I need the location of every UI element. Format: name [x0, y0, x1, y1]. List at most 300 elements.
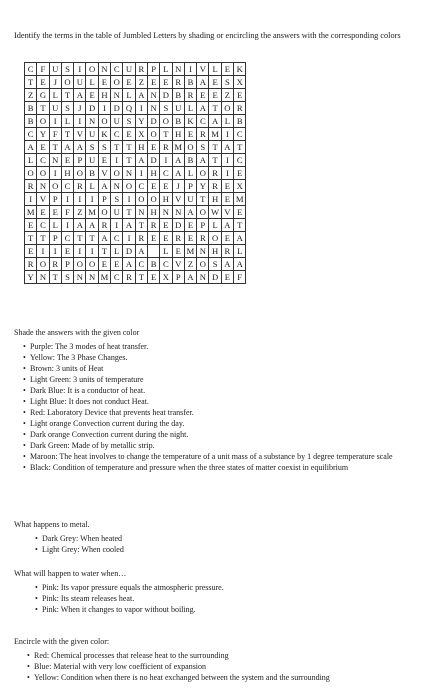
grid-cell[interactable]: E: [221, 271, 233, 284]
grid-cell[interactable]: I: [49, 167, 61, 180]
grid-cell[interactable]: U: [86, 154, 98, 167]
grid-cell[interactable]: X: [234, 180, 246, 193]
grid-cell[interactable]: C: [135, 258, 147, 271]
grid-cell[interactable]: L: [61, 115, 73, 128]
grid-cell[interactable]: E: [221, 232, 233, 245]
grid-cell[interactable]: R: [98, 219, 110, 232]
grid-cell[interactable]: P: [61, 258, 73, 271]
grid-cell[interactable]: R: [172, 232, 184, 245]
grid-cell[interactable]: T: [135, 271, 147, 284]
grid-cell[interactable]: B: [184, 76, 196, 89]
grid-cell[interactable]: O: [197, 206, 209, 219]
grid-cell[interactable]: M: [86, 206, 98, 219]
grid-cell[interactable]: O: [74, 167, 86, 180]
grid-cell[interactable]: O: [147, 193, 159, 206]
grid-cell[interactable]: C: [25, 128, 37, 141]
grid-cell[interactable]: E: [209, 89, 221, 102]
grid-cell[interactable]: C: [61, 232, 73, 245]
grid-cell[interactable]: S: [123, 115, 135, 128]
grid-cell[interactable]: E: [234, 89, 246, 102]
grid-cell[interactable]: L: [160, 245, 172, 258]
grid-cell[interactable]: R: [234, 102, 246, 115]
grid-cell[interactable]: F: [49, 128, 61, 141]
grid-cell[interactable]: E: [98, 258, 110, 271]
grid-cell[interactable]: I: [111, 154, 123, 167]
grid-cell[interactable]: R: [135, 63, 147, 76]
grid-cell[interactable]: E: [160, 232, 172, 245]
grid-cell[interactable]: D: [147, 154, 159, 167]
grid-cell[interactable]: O: [111, 167, 123, 180]
grid-cell[interactable]: S: [111, 193, 123, 206]
grid-cell[interactable]: Z: [184, 258, 196, 271]
grid-cell[interactable]: P: [197, 219, 209, 232]
grid-cell[interactable]: R: [184, 89, 196, 102]
grid-cell[interactable]: T: [37, 102, 49, 115]
grid-cell[interactable]: B: [86, 167, 98, 180]
grid-cell[interactable]: M: [234, 193, 246, 206]
grid-cell[interactable]: A: [135, 245, 147, 258]
grid-cell[interactable]: N: [147, 102, 159, 115]
grid-cell[interactable]: E: [49, 206, 61, 219]
grid-cell[interactable]: J: [74, 102, 86, 115]
grid-cell[interactable]: R: [25, 180, 37, 193]
grid-cell[interactable]: N: [86, 271, 98, 284]
grid-cell[interactable]: V: [74, 128, 86, 141]
grid-cell[interactable]: O: [25, 167, 37, 180]
grid-cell[interactable]: E: [37, 206, 49, 219]
grid-cell[interactable]: O: [98, 206, 110, 219]
grid-cell[interactable]: Z: [135, 76, 147, 89]
grid-cell[interactable]: A: [197, 102, 209, 115]
grid-cell[interactable]: U: [172, 102, 184, 115]
grid-cell[interactable]: I: [123, 193, 135, 206]
grid-cell[interactable]: N: [86, 115, 98, 128]
grid-cell[interactable]: L: [184, 167, 196, 180]
grid-cell[interactable]: T: [234, 141, 246, 154]
grid-cell[interactable]: C: [111, 271, 123, 284]
grid-cell[interactable]: T: [135, 219, 147, 232]
grid-cell[interactable]: T: [209, 154, 221, 167]
grid-cell[interactable]: L: [209, 219, 221, 232]
grid-cell[interactable]: G: [37, 89, 49, 102]
grid-cell[interactable]: I: [74, 193, 86, 206]
grid-cell[interactable]: E: [160, 219, 172, 232]
grid-cell[interactable]: D: [147, 115, 159, 128]
grid-cell[interactable]: O: [111, 76, 123, 89]
grid-cell[interactable]: N: [197, 271, 209, 284]
grid-cell[interactable]: T: [209, 141, 221, 154]
grid-cell[interactable]: I: [37, 245, 49, 258]
grid-cell[interactable]: P: [49, 232, 61, 245]
grid-cell[interactable]: D: [86, 102, 98, 115]
grid-cell[interactable]: T: [25, 76, 37, 89]
grid-cell[interactable]: H: [209, 193, 221, 206]
grid-cell[interactable]: E: [184, 232, 196, 245]
grid-cell[interactable]: S: [61, 102, 73, 115]
grid-cell[interactable]: M: [172, 141, 184, 154]
grid-cell[interactable]: N: [147, 89, 159, 102]
grid-cell[interactable]: P: [98, 193, 110, 206]
grid-cell[interactable]: Y: [135, 115, 147, 128]
grid-cell[interactable]: A: [123, 219, 135, 232]
grid-cell[interactable]: B: [184, 154, 196, 167]
grid-cell[interactable]: R: [160, 141, 172, 154]
grid-cell[interactable]: A: [184, 206, 196, 219]
grid-cell[interactable]: X: [160, 271, 172, 284]
grid-cell[interactable]: I: [184, 63, 196, 76]
grid-cell[interactable]: H: [209, 245, 221, 258]
grid-cell[interactable]: L: [160, 63, 172, 76]
grid-cell[interactable]: E: [61, 245, 73, 258]
grid-cell[interactable]: J: [49, 76, 61, 89]
grid-cell[interactable]: T: [111, 141, 123, 154]
grid-cell[interactable]: N: [111, 180, 123, 193]
grid-cell[interactable]: I: [98, 102, 110, 115]
grid-cell[interactable]: A: [234, 258, 246, 271]
grid-cell[interactable]: A: [98, 180, 110, 193]
grid-cell[interactable]: N: [74, 271, 86, 284]
grid-cell[interactable]: C: [61, 180, 73, 193]
grid-cell[interactable]: B: [25, 102, 37, 115]
grid-cell[interactable]: Z: [25, 89, 37, 102]
grid-cell[interactable]: N: [160, 206, 172, 219]
grid-cell[interactable]: S: [209, 258, 221, 271]
grid-cell[interactable]: A: [197, 154, 209, 167]
grid-cell[interactable]: C: [160, 258, 172, 271]
grid-cell[interactable]: E: [111, 258, 123, 271]
grid-cell[interactable]: B: [172, 89, 184, 102]
grid-cell[interactable]: E: [147, 232, 159, 245]
grid-cell[interactable]: Z: [74, 206, 86, 219]
grid-cell[interactable]: N: [123, 167, 135, 180]
grid-cell[interactable]: V: [172, 193, 184, 206]
grid-cell[interactable]: I: [61, 193, 73, 206]
grid-cell[interactable]: T: [86, 232, 98, 245]
grid-cell[interactable]: O: [221, 102, 233, 115]
grid-cell[interactable]: E: [147, 271, 159, 284]
grid-cell[interactable]: L: [111, 245, 123, 258]
grid-cell[interactable]: I: [221, 167, 233, 180]
grid-cell[interactable]: I: [86, 193, 98, 206]
grid-cell[interactable]: Y: [25, 271, 37, 284]
grid-cell[interactable]: O: [209, 232, 221, 245]
grid-cell[interactable]: C: [111, 232, 123, 245]
grid-cell[interactable]: T: [160, 128, 172, 141]
grid-cell[interactable]: O: [37, 258, 49, 271]
grid-cell[interactable]: C: [234, 128, 246, 141]
grid-cell[interactable]: E: [221, 180, 233, 193]
grid-cell[interactable]: T: [197, 193, 209, 206]
grid-cell[interactable]: T: [123, 154, 135, 167]
grid-cell[interactable]: L: [123, 89, 135, 102]
grid-cell[interactable]: E: [147, 180, 159, 193]
grid-cell[interactable]: Q: [123, 102, 135, 115]
grid-cell[interactable]: E: [184, 128, 196, 141]
grid-cell[interactable]: B: [147, 258, 159, 271]
grid-cell[interactable]: R: [147, 219, 159, 232]
grid-cell[interactable]: I: [25, 193, 37, 206]
grid-cell[interactable]: D: [209, 271, 221, 284]
grid-cell[interactable]: L: [234, 245, 246, 258]
grid-cell[interactable]: S: [98, 141, 110, 154]
grid-cell[interactable]: T: [234, 219, 246, 232]
grid-cell[interactable]: F: [37, 63, 49, 76]
grid-cell[interactable]: O: [123, 180, 135, 193]
grid-cell[interactable]: R: [49, 258, 61, 271]
grid-cell[interactable]: F: [61, 206, 73, 219]
grid-cell[interactable]: O: [147, 128, 159, 141]
grid-cell[interactable]: O: [37, 167, 49, 180]
grid-cell[interactable]: I: [74, 245, 86, 258]
grid-cell[interactable]: Y: [37, 128, 49, 141]
grid-cell[interactable]: T: [61, 128, 73, 141]
grid-cell[interactable]: E: [197, 89, 209, 102]
grid-cell[interactable]: H: [135, 141, 147, 154]
grid-cell[interactable]: U: [49, 102, 61, 115]
grid-cell[interactable]: E: [160, 180, 172, 193]
grid-cell[interactable]: E: [123, 128, 135, 141]
grid-cell[interactable]: E: [221, 63, 233, 76]
grid-cell[interactable]: M: [184, 245, 196, 258]
grid-cell[interactable]: E: [147, 76, 159, 89]
grid-cell[interactable]: N: [172, 63, 184, 76]
grid-cell[interactable]: X: [135, 128, 147, 141]
grid-cell[interactable]: A: [197, 76, 209, 89]
grid-cell[interactable]: T: [209, 102, 221, 115]
grid-cell[interactable]: A: [172, 167, 184, 180]
grid-cell[interactable]: A: [74, 219, 86, 232]
grid-cell[interactable]: A: [61, 141, 73, 154]
grid-cell[interactable]: R: [74, 180, 86, 193]
grid-cell[interactable]: E: [160, 76, 172, 89]
grid-cell[interactable]: A: [74, 89, 86, 102]
grid-cell[interactable]: C: [111, 128, 123, 141]
grid-cell[interactable]: H: [61, 167, 73, 180]
grid-cell[interactable]: L: [25, 154, 37, 167]
grid-cell[interactable]: H: [172, 128, 184, 141]
grid-cell[interactable]: U: [49, 63, 61, 76]
grid-cell[interactable]: T: [123, 141, 135, 154]
grid-cell[interactable]: E: [61, 154, 73, 167]
grid-cell[interactable]: T: [74, 232, 86, 245]
grid-cell[interactable]: T: [49, 141, 61, 154]
grid-cell[interactable]: K: [98, 128, 110, 141]
grid-cell[interactable]: I: [160, 154, 172, 167]
grid-cell[interactable]: [147, 245, 159, 258]
grid-cell[interactable]: I: [74, 115, 86, 128]
grid-cell[interactable]: T: [37, 232, 49, 245]
grid-cell[interactable]: O: [160, 115, 172, 128]
grid-cell[interactable]: O: [98, 115, 110, 128]
grid-cell[interactable]: V: [172, 258, 184, 271]
grid-cell[interactable]: C: [37, 154, 49, 167]
grid-cell[interactable]: Z: [221, 89, 233, 102]
grid-cell[interactable]: E: [123, 76, 135, 89]
grid-cell[interactable]: T: [98, 245, 110, 258]
grid-cell[interactable]: U: [123, 63, 135, 76]
grid-cell[interactable]: V: [197, 63, 209, 76]
grid-cell[interactable]: C: [25, 63, 37, 76]
grid-cell[interactable]: D: [123, 245, 135, 258]
grid-cell[interactable]: K: [234, 63, 246, 76]
grid-cell[interactable]: A: [234, 232, 246, 245]
grid-cell[interactable]: P: [184, 180, 196, 193]
grid-cell[interactable]: N: [135, 206, 147, 219]
grid-cell[interactable]: A: [135, 154, 147, 167]
grid-cell[interactable]: N: [197, 245, 209, 258]
grid-cell[interactable]: U: [184, 193, 196, 206]
grid-cell[interactable]: I: [135, 102, 147, 115]
grid-cell[interactable]: A: [209, 115, 221, 128]
grid-cell[interactable]: A: [98, 232, 110, 245]
grid-cell[interactable]: A: [123, 258, 135, 271]
grid-cell[interactable]: O: [197, 167, 209, 180]
grid-cell[interactable]: P: [74, 154, 86, 167]
grid-cell[interactable]: S: [160, 102, 172, 115]
grid-cell[interactable]: H: [98, 89, 110, 102]
grid-cell[interactable]: A: [135, 89, 147, 102]
grid-cell[interactable]: I: [111, 219, 123, 232]
grid-cell[interactable]: C: [37, 219, 49, 232]
grid-cell[interactable]: E: [221, 193, 233, 206]
grid-cell[interactable]: D: [111, 102, 123, 115]
grid-cell[interactable]: E: [184, 219, 196, 232]
grid-cell[interactable]: R: [209, 167, 221, 180]
grid-cell[interactable]: T: [123, 206, 135, 219]
grid-cell[interactable]: O: [49, 180, 61, 193]
grid-cell[interactable]: B: [172, 115, 184, 128]
grid-cell[interactable]: C: [197, 115, 209, 128]
grid-cell[interactable]: U: [111, 115, 123, 128]
grid-cell[interactable]: R: [197, 128, 209, 141]
grid-cell[interactable]: C: [135, 180, 147, 193]
grid-cell[interactable]: A: [172, 154, 184, 167]
grid-cell[interactable]: U: [111, 206, 123, 219]
grid-cell[interactable]: R: [221, 245, 233, 258]
grid-cell[interactable]: S: [221, 76, 233, 89]
grid-cell[interactable]: L: [209, 63, 221, 76]
grid-cell[interactable]: R: [25, 258, 37, 271]
grid-cell[interactable]: B: [234, 115, 246, 128]
grid-cell[interactable]: S: [61, 271, 73, 284]
grid-cell[interactable]: U: [74, 76, 86, 89]
grid-cell[interactable]: T: [25, 232, 37, 245]
grid-cell[interactable]: T: [49, 271, 61, 284]
grid-cell[interactable]: P: [172, 271, 184, 284]
grid-cell[interactable]: O: [135, 193, 147, 206]
grid-cell[interactable]: N: [37, 180, 49, 193]
grid-cell[interactable]: Y: [197, 180, 209, 193]
grid-cell[interactable]: L: [49, 219, 61, 232]
grid-cell[interactable]: N: [49, 154, 61, 167]
grid-cell[interactable]: A: [86, 219, 98, 232]
grid-cell[interactable]: E: [234, 206, 246, 219]
grid-cell[interactable]: I: [221, 128, 233, 141]
grid-cell[interactable]: E: [25, 245, 37, 258]
grid-cell[interactable]: O: [61, 76, 73, 89]
grid-cell[interactable]: E: [98, 76, 110, 89]
grid-cell[interactable]: D: [172, 219, 184, 232]
grid-cell[interactable]: S: [86, 141, 98, 154]
grid-cell[interactable]: X: [234, 76, 246, 89]
grid-cell[interactable]: R: [197, 232, 209, 245]
grid-cell[interactable]: K: [184, 115, 196, 128]
grid-cell[interactable]: R: [135, 232, 147, 245]
grid-cell[interactable]: W: [209, 206, 221, 219]
grid-cell[interactable]: S: [61, 63, 73, 76]
grid-cell[interactable]: O: [86, 258, 98, 271]
grid-cell[interactable]: P: [49, 193, 61, 206]
grid-cell[interactable]: M: [25, 206, 37, 219]
grid-cell[interactable]: M: [209, 128, 221, 141]
grid-cell[interactable]: O: [197, 258, 209, 271]
grid-cell[interactable]: M: [98, 271, 110, 284]
grid-cell[interactable]: L: [49, 89, 61, 102]
grid-cell[interactable]: H: [147, 206, 159, 219]
grid-cell[interactable]: R: [123, 271, 135, 284]
grid-cell[interactable]: N: [37, 271, 49, 284]
grid-cell[interactable]: L: [86, 76, 98, 89]
grid-cell[interactable]: A: [74, 141, 86, 154]
grid-cell[interactable]: I: [49, 115, 61, 128]
grid-cell[interactable]: I: [123, 232, 135, 245]
grid-cell[interactable]: H: [160, 193, 172, 206]
grid-cell[interactable]: N: [172, 206, 184, 219]
grid-cell[interactable]: E: [234, 167, 246, 180]
grid-cell[interactable]: B: [25, 115, 37, 128]
grid-cell[interactable]: C: [234, 154, 246, 167]
grid-cell[interactable]: S: [197, 141, 209, 154]
grid-cell[interactable]: E: [98, 154, 110, 167]
grid-cell[interactable]: E: [37, 141, 49, 154]
grid-cell[interactable]: N: [111, 89, 123, 102]
grid-cell[interactable]: C: [160, 167, 172, 180]
grid-cell[interactable]: E: [172, 245, 184, 258]
grid-cell[interactable]: A: [25, 141, 37, 154]
grid-cell[interactable]: C: [111, 63, 123, 76]
grid-cell[interactable]: A: [221, 141, 233, 154]
grid-cell[interactable]: V: [98, 167, 110, 180]
grid-cell[interactable]: I: [49, 245, 61, 258]
grid-cell[interactable]: E: [147, 141, 159, 154]
grid-cell[interactable]: R: [172, 76, 184, 89]
grid-cell[interactable]: A: [221, 219, 233, 232]
grid-cell[interactable]: N: [98, 63, 110, 76]
grid-cell[interactable]: I: [135, 167, 147, 180]
grid-cell[interactable]: O: [74, 258, 86, 271]
grid-cell[interactable]: J: [172, 180, 184, 193]
grid-cell[interactable]: I: [61, 219, 73, 232]
grid-cell[interactable]: F: [234, 271, 246, 284]
grid-cell[interactable]: P: [147, 63, 159, 76]
grid-cell[interactable]: E: [37, 76, 49, 89]
grid-cell[interactable]: V: [37, 193, 49, 206]
grid-cell[interactable]: L: [221, 115, 233, 128]
grid-cell[interactable]: I: [74, 63, 86, 76]
grid-cell[interactable]: U: [86, 128, 98, 141]
grid-cell[interactable]: V: [221, 206, 233, 219]
grid-cell[interactable]: O: [184, 141, 196, 154]
grid-cell[interactable]: T: [61, 89, 73, 102]
grid-cell[interactable]: E: [86, 89, 98, 102]
grid-cell[interactable]: L: [184, 102, 196, 115]
grid-cell[interactable]: O: [37, 115, 49, 128]
grid-cell[interactable]: O: [86, 63, 98, 76]
grid-cell[interactable]: D: [160, 89, 172, 102]
grid-cell[interactable]: L: [86, 180, 98, 193]
grid-cell[interactable]: R: [209, 180, 221, 193]
grid-cell[interactable]: I: [221, 154, 233, 167]
